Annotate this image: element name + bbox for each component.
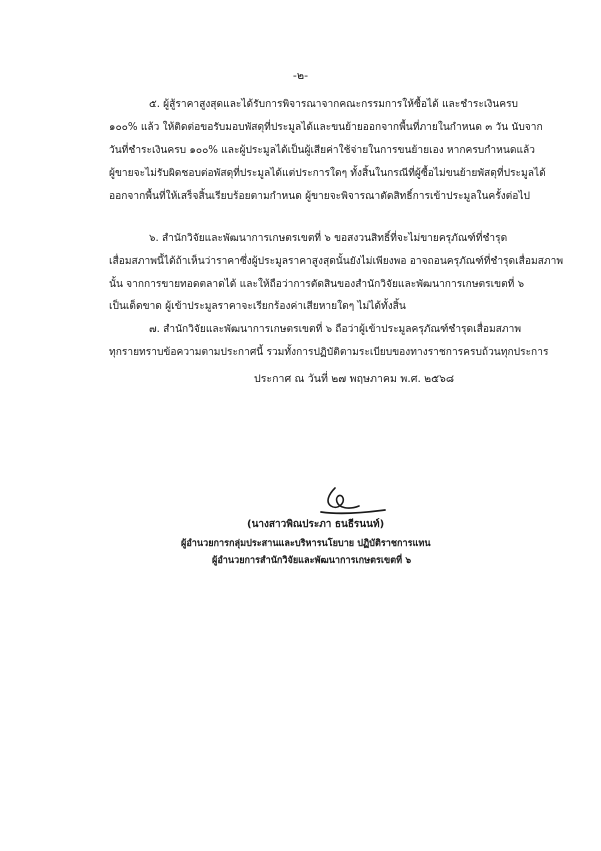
clause5-line4: ผู้ขายจะไม่รับผิดชอบต่อพัสดุที่ประมูลได้แต่ประการใดๆ ทั้งสิ้นในกรณีที่ผู้ซื้อไม่ขนย้ายพัสดุที่ประมูลได้: [109, 168, 546, 179]
clause5-line1: ๕. ผู้สู้ราคาสูงสุดและได้รับการพิจารณาจากคณะกรรมการให้ซื้อได้ และชำระเงินครบ: [149, 99, 519, 110]
clause6-line1: ๖. สำนักวิจัยและพัฒนาการเกษตรเขตที่ ๖ ขอสงวนสิทธิ์ที่จะไม่ขายครุภัณฑ์ที่ชำรุด: [149, 233, 508, 244]
clause6-line4: เป็นเด็ดขาด ผู้เข้าประมูลราคาจะเรียกร้องค่าเสียหายใดๆ ไม่ได้ทั้งสิ้น: [109, 301, 406, 312]
signatory-title-2: ผู้อำนวยการสำนักวิจัยและพัฒนาการเกษตรเขตที่ ๖: [212, 556, 412, 566]
clause5-line2: ๑๐๐% แล้ว ให้ติดต่อขอรับมอบพัสดุที่ประมูลได้และขนย้ายออกจากพื้นที่ภายในกำหนด ๓ วัน นับจาก: [109, 122, 543, 133]
clause5-line3: วันที่ชำระเงินครบ ๑๐๐% และผู้ประมูลได้เป็นผู้เสียค่าใช้จ่ายในการขนย้ายเอง หากครบกำหนดแล้ว: [109, 145, 535, 156]
handwritten-signature: [315, 484, 395, 520]
clause7-line1: ๗. สำนักวิจัยและพัฒนาการเกษตรเขตที่ ๖ ถือว่าผู้เข้าประมูลครุภัณฑ์ชำรุดเสื่อมสภาพ: [149, 324, 522, 335]
signatory-name: (นางสาวพิณประภา ธนธีรนนท์): [247, 519, 385, 530]
clause6-line2: เสื่อมสภาพนี้ได้ถ้าเห็นว่าราคาซึ่งผู้ประมูลราคาสูงสุดนั้นยังไม่เพียงพอ อาจถอนครุภัณฑ์ที่ชำรุดเสื่อมสภาพ: [109, 256, 564, 267]
announcement-date: ประกาศ ณ วันที่ ๒๗ พฤษภาคม พ.ศ. ๒๕๖๘: [254, 373, 455, 385]
clause7-line2: ทุกรายทราบข้อความตามประกาศนี้ รวมทั้งการปฏิบัติตามระเบียบของทางราชการครบถ้วนทุกประการ: [109, 347, 549, 358]
signatory-title-1: ผู้อำนวยการกลุ่มประสานและบริหารนโยบาย ปฏิบัติราชการแทน: [181, 539, 431, 549]
clause6-line3: นั้น จากการขายทอดตลาดได้ และให้ถือว่าการตัดสินของสำนักวิจัยและพัฒนาการเกษตรเขตที่ ๖: [109, 279, 525, 290]
page-number: -๒-: [292, 69, 309, 82]
clause5-line5: ออกจากพื้นที่ให้เสร็จสิ้นเรียบร้อยตามกำหนด ผู้ขายจะพิจารณาตัดสิทธิ์การเข้าประมูลในครั้งต่อไป: [109, 191, 531, 202]
